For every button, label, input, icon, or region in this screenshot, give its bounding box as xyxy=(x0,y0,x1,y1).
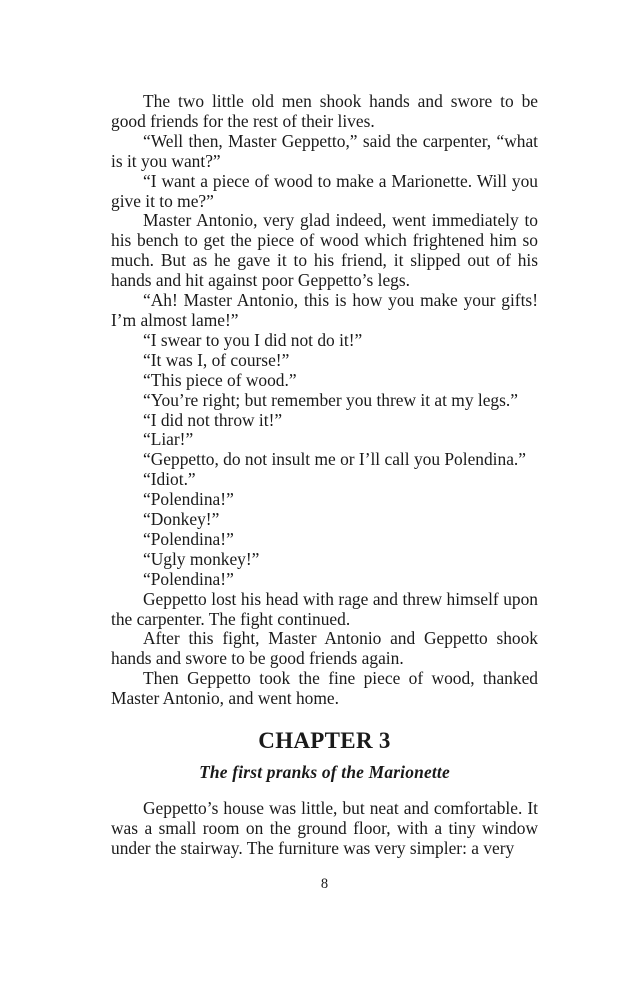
chapter-subtitle: The first pranks of the Marionette xyxy=(199,762,450,782)
paragraph: “Geppetto, do not insult me or I’ll call you Polendina.” xyxy=(143,449,526,470)
paragraph: “Polendina!” xyxy=(143,528,234,549)
paragraph: “Well then, Master Geppetto,” said the carpenter, “what is it you want?” xyxy=(111,130,538,171)
paragraph: “This piece of wood.” xyxy=(143,369,297,390)
paragraph: “I swear to you I did not do it!” xyxy=(143,329,363,350)
paragraph: “It was I, of course!” xyxy=(143,349,290,370)
chapter-heading: CHAPTER 3 xyxy=(258,728,391,753)
paragraph: “Polendina!” xyxy=(143,568,234,589)
paragraph: “Ugly monkey!” xyxy=(143,548,260,569)
paragraph: Then Geppetto took the fine piece of wood, thanked Master Antonio, and went home. xyxy=(111,668,538,709)
paragraph: “Polendina!” xyxy=(143,489,234,510)
paragraph: “Idiot.” xyxy=(143,469,196,490)
paragraph: “Donkey!” xyxy=(143,509,220,530)
paragraph: The two little old men shook hands and swore to be good friends for the rest of their lives. xyxy=(111,91,538,131)
paragraph: “I want a piece of wood to make a Marionette. Will you give it to me?” xyxy=(111,170,538,211)
paragraph: “You’re right; but remember you threw it at my legs.” xyxy=(143,389,518,410)
paragraph: Geppetto’s house was little, but neat and comfortable. It was a small room on the ground floor, with a tiny window under the stairway. The furniture was very simpler: a very xyxy=(111,798,538,858)
paragraph: “Liar!” xyxy=(143,429,194,450)
paragraph: “I did not throw it!” xyxy=(143,409,283,430)
body-text-top xyxy=(111,92,538,709)
paragraph: After this fight, Master Antonio and Geppetto shook hands and swore to be good friends again. xyxy=(111,628,538,669)
paragraph: Master Antonio, very glad indeed, went immediately to his bench to get the piece of wood which frightened him so much. But as he gave it to his friend, it slipped out of his hands and hit against poor Geppetto’s legs. xyxy=(111,210,538,291)
paragraph: “Ah! Master Antonio, this is how you make your gifts! I’m almost lame!” xyxy=(111,290,538,330)
body-text-bottom xyxy=(111,799,538,859)
page-number: 8 xyxy=(320,876,329,892)
paragraph: Geppetto lost his head with rage and threw himself upon the carpenter. The fight continued. xyxy=(111,588,538,629)
